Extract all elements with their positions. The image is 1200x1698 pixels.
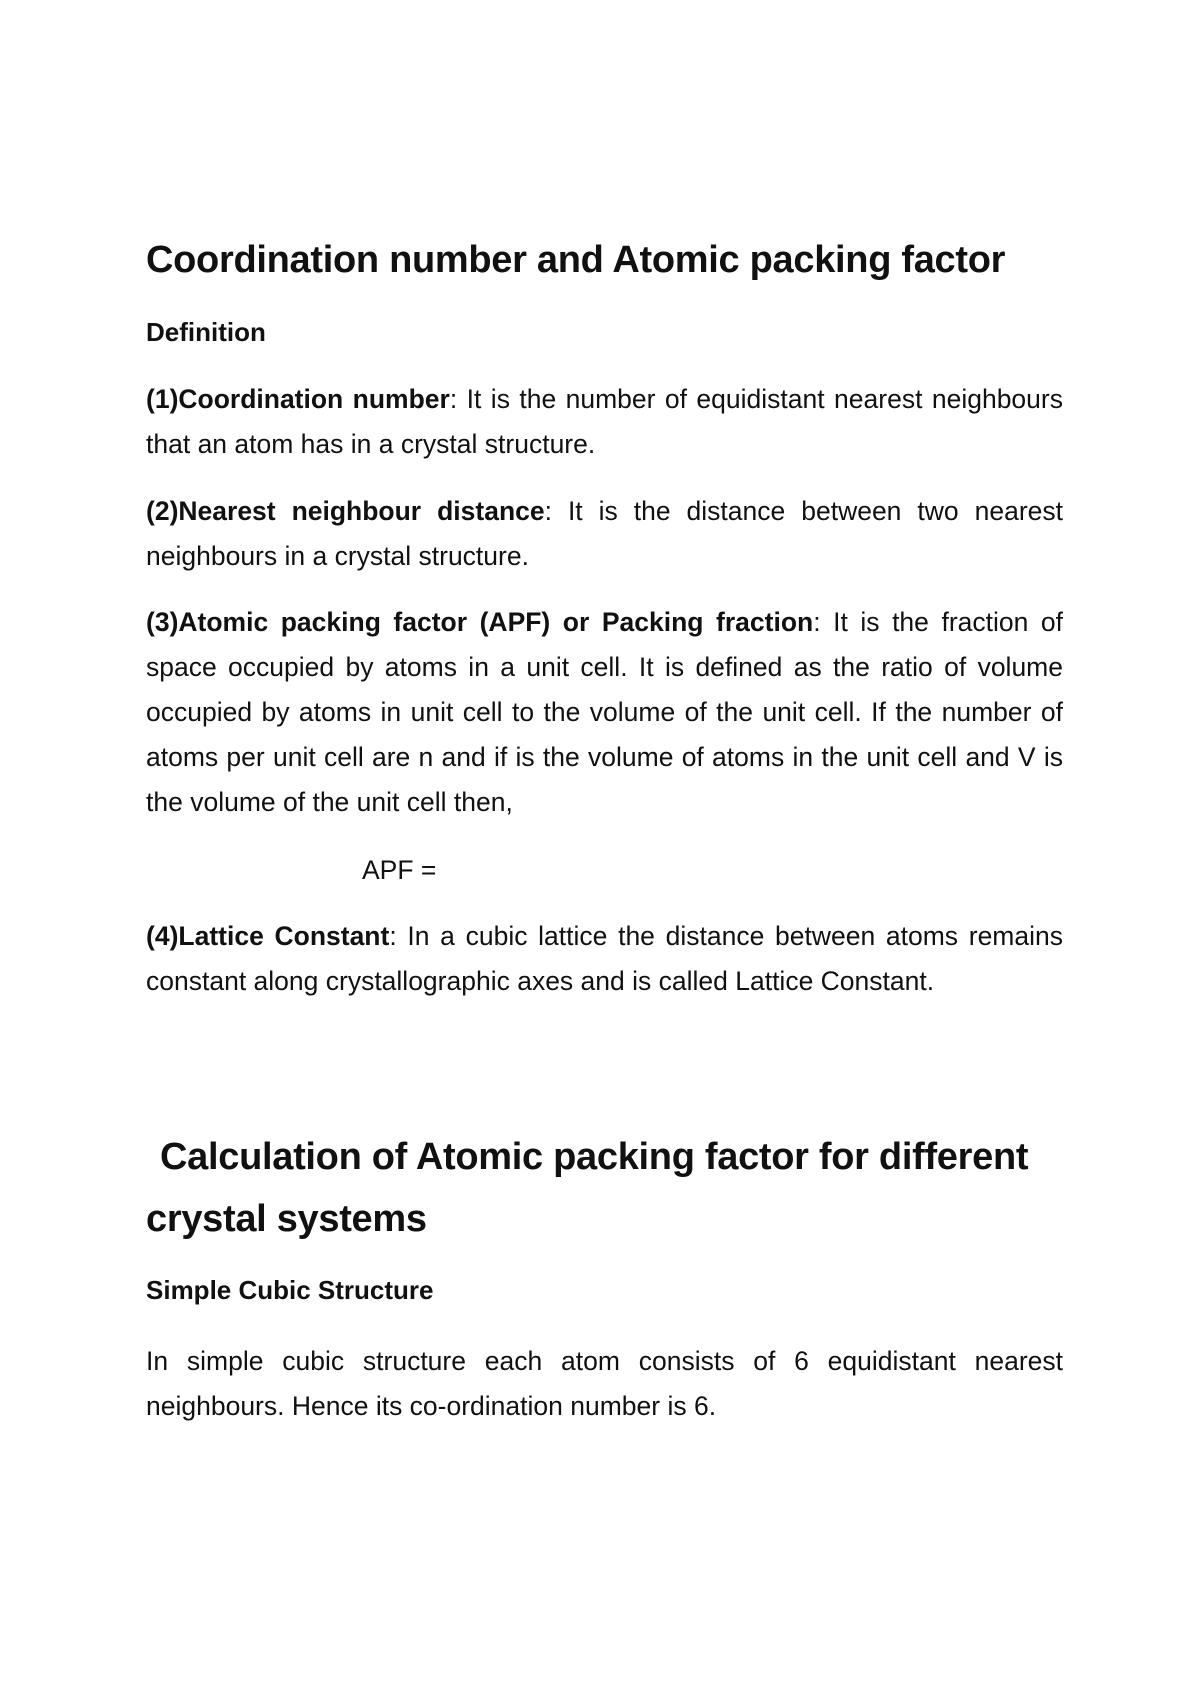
- section-title: [146, 1126, 1063, 1250]
- definition-text: : In a cubic lattice the distance between atoms remains constant along crystallographic axes and is called Lattice Constant.: [146, 921, 1063, 996]
- definition-coordination-number: [146, 377, 1063, 467]
- subsection-text: In simple cubic structure each atom consists of 6 equidistant nearest neighbours. Hence its co-ordination number is 6.: [146, 1346, 1063, 1421]
- definition-label: (2)Nearest neighbour distance: [146, 496, 545, 526]
- definition-lattice-constant: [146, 914, 1063, 1004]
- definition-atomic-packing-factor: [146, 600, 1063, 825]
- definition-text: : It is the fraction of space occupied by atoms in a unit cell. It is defined as the ratio of volume occupied by atoms in unit cell to the volume of the unit cell. If the number of atoms per unit cell are n and if is the volume of atoms in the unit cell and V is the volume of the unit cell then,: [146, 607, 1063, 817]
- definition-text: : It is the number of equidistant nearest neighbours that an atom has in a crystal structure.: [146, 384, 1063, 459]
- subsection-title: Simple Cubic Structure: [146, 1275, 434, 1305]
- definition-text: : It is the distance between two nearest neighbours in a crystal structure.: [146, 496, 1063, 571]
- definition-label: (3)Atomic packing factor (APF) or Packing fraction: [146, 607, 814, 637]
- page-title: Coordination number and Atomic packing factor: [146, 239, 1006, 281]
- definition-label: (4)Lattice Constant: [146, 921, 390, 951]
- definition-label: (1)Coordination number: [146, 384, 450, 414]
- definition-heading: Definition: [146, 317, 266, 347]
- apf-formula: APF =: [362, 855, 437, 885]
- section-title-text: Calculation of Atomic packing factor for different crystal systems: [146, 1136, 1029, 1240]
- definition-nearest-neighbour-distance: [146, 489, 1063, 579]
